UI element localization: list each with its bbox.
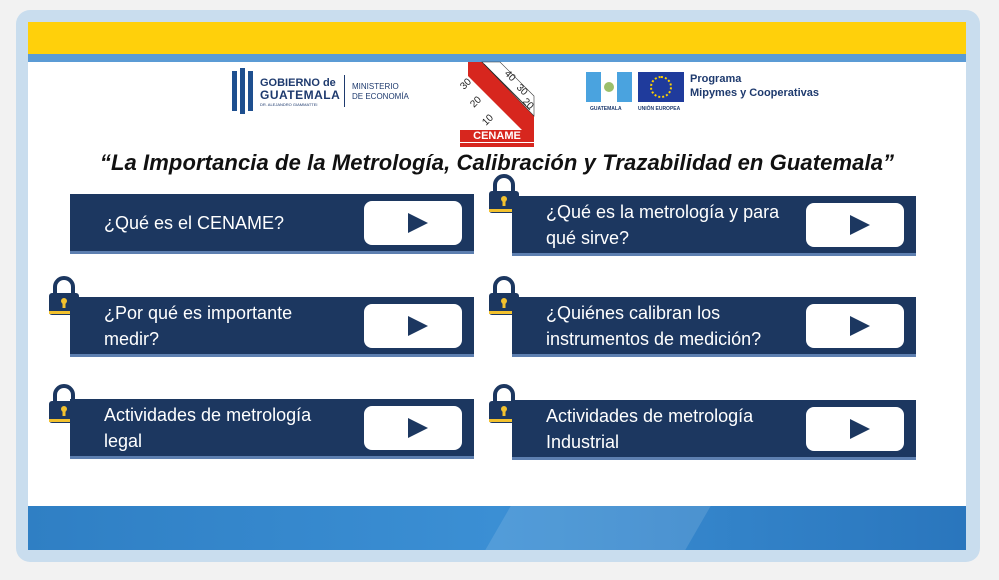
video-button-label: ¿Quiénes calibran los instrumentos de medición? [546, 302, 762, 349]
thermo-tick: 20 [519, 96, 536, 112]
gobierno-line1: GOBIERNO de [260, 77, 336, 89]
thermo-tick: 30 [458, 76, 474, 93]
program-line2: Mipymes y Cooperativas [690, 87, 819, 99]
video-button-metrologia-industrial[interactable] [512, 400, 916, 460]
play-button[interactable] [364, 304, 462, 348]
video-button-quienes-calibran[interactable] [512, 297, 916, 357]
cename-logo [460, 62, 534, 148]
play-icon [850, 215, 870, 235]
logo-divider [344, 75, 345, 107]
play-button[interactable] [364, 201, 462, 245]
play-icon [850, 419, 870, 439]
video-button-label: Actividades de metrología Industrial [546, 405, 754, 452]
play-button[interactable] [806, 304, 904, 348]
gobierno-line2: GUATEMALA [260, 88, 341, 102]
play-button[interactable] [364, 406, 462, 450]
play-icon [408, 316, 428, 336]
play-icon [850, 316, 870, 336]
thermo-tick: 20 [468, 94, 484, 111]
video-button-metrologia-legal[interactable] [70, 399, 474, 459]
video-button-label: ¿Por qué es importante medir? [104, 302, 293, 349]
program-logos [586, 70, 886, 114]
ministry-label [352, 82, 409, 102]
eu-flag-icon [638, 72, 684, 102]
play-icon [408, 418, 428, 438]
thermo-tick: 40 [501, 68, 518, 84]
guatemala-flag-label: GUATEMALA [590, 106, 622, 112]
top-yellow-band [28, 22, 966, 54]
play-icon [408, 213, 428, 233]
eu-flag-label: UNIÓN EUROPEA [638, 106, 681, 112]
gobierno-line3: DR. ALEJANDRO GIAMMATTEI [260, 102, 318, 107]
top-blue-strip [28, 54, 966, 62]
video-button-label: ¿Qué es la metrología y para qué sirve? [546, 201, 780, 248]
play-button[interactable] [806, 407, 904, 451]
thermometer-icon [460, 62, 534, 130]
video-button-importancia-medir[interactable] [70, 297, 474, 357]
slide-card [28, 22, 966, 550]
thermo-tick: 10 [480, 112, 496, 129]
program-name [690, 72, 819, 100]
guatemala-flag-icon [586, 72, 632, 102]
play-button[interactable] [806, 203, 904, 247]
video-button-label: Actividades de metrología legal [104, 404, 312, 451]
ministry-line2: DE ECONOMÍA [352, 92, 409, 101]
ministry-line1: MINISTERIO [352, 82, 399, 91]
cename-wordmark: CENAME [460, 130, 534, 142]
bottom-blue-band [28, 506, 966, 550]
program-line1: Programa [690, 73, 742, 85]
thermo-tick: 30 [513, 82, 530, 98]
page-title: “La Importancia de la Metrología, Calibración y Trazabilidad en Guatemala” [99, 150, 895, 175]
video-button-label: ¿Qué es el CENAME? [104, 212, 285, 233]
cename-underline [460, 143, 534, 147]
video-button-metrologia[interactable] [512, 196, 916, 256]
gobierno-guatemala-logo [232, 67, 412, 117]
video-button-cename[interactable] [70, 194, 474, 254]
